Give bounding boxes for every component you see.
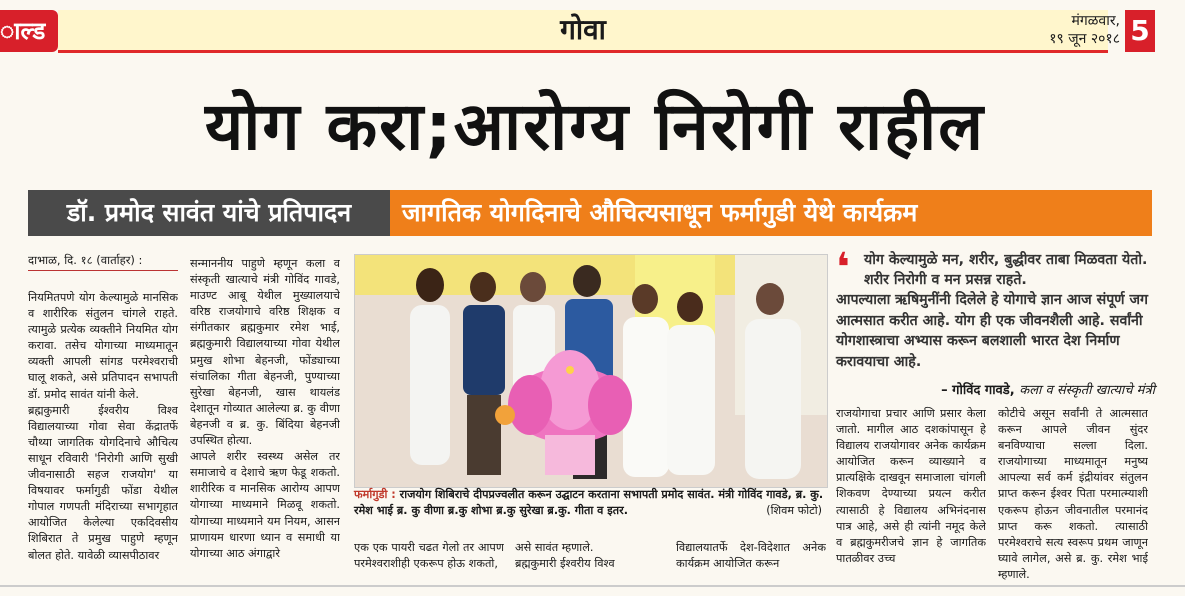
caption-text: राजयोग शिबिराचे दीपप्रज्वलीत करून उद्घाटन करताना सभापती प्रमोद सावंत. मंत्री गोविंद गावडे, ब्र. कु. रमेश भाई ब्र. कु वीणा ब्र.कु शोभा ब्र.कु सुरेखा ब्र.कु. गीता व इतर. bbox=[354, 488, 824, 517]
article-column-3: एक एक पायरी चढत गेलो तर आपण परमेश्वराशीही एकरूप होऊ शकतो, bbox=[354, 541, 504, 571]
article-column-7: कोटीचे असून सर्वांनी ते आत्मसात करून आपले जीवन सुंदर बनविण्याचा सल्ला दिला. राजयोगाच्या माध्यमातून मनुष्य आपल्या सर्व कर्म इंद्रीयांवर संतुलन प्राप्त करून ईश्वर पिता परमात्म्याशी एकरूप होऊन जीवनातील परमानंद प्राप्त करू शकतो. त्यासाठी परमेश्वराचे सत्य स्वरूप प्रथम जाणून घ्यावे लागेल, असे ब्र. कु. रमेश भाई म्हणाले. bbox=[998, 407, 1148, 580]
pull-quote-lead: योग केल्यामुळे मन, शरीर, बुद्धीवर ताबा मिळवता येतो. शरीर निरोगी व मन प्रसन्न राहते. bbox=[864, 252, 1148, 288]
weekday: मंगळवार, bbox=[1071, 13, 1120, 29]
event-photo bbox=[354, 254, 828, 488]
photo-credit: (शिवम फोटो) bbox=[766, 504, 822, 517]
page-bottom-rule bbox=[0, 585, 1185, 587]
caption-city: फर्मागुडी : bbox=[354, 488, 396, 501]
date: १९ जून २०१८ bbox=[1049, 31, 1120, 47]
subheadline-right: जागतिक योगदिनाचे औचित्यसाधून फर्मागुडी येथे कार्यक्रम bbox=[390, 190, 1152, 236]
article-column-4: असे सावंत म्हणाले. ब्रह्मकुमारी ईश्वरीय विश्व bbox=[515, 541, 615, 571]
masthead-logo: ाल्ड bbox=[0, 10, 58, 52]
dateline: दाभाळ, दि. १८ (वार्ताहर) : bbox=[28, 253, 178, 271]
article-column-2: सन्माननीय पाहुणे म्हणून कला व संस्कृती खात्याचे मंत्री गोविंद गावडे, माउण्ट आबू येथील मुख्यालयाचे वरिष्ठ राजयोगाचे वरिष्ठ शिक्षक व संगीतकार ब्रह्मकुमार रमेश भाई, ब्रह्मकुमारी विद्यालयाच्या गोवा येथील प्रमुख शोभा बेहनजी, फोंड्याच्या संचालिका गीता बेहनजी, पुण्याच्या सुरेखा बेहनजी, खास थायलंड देशातून गोव्यात आलेल्या ब्र. कु वीणा बेहनजी व ब्र. कु. बिंदिया बेहनजी उपस्थित होत्या. आपले शरीर स्वस्थ्य असेल तर समाजाचे व देशाचे ऋण फेडू शकतो. शारीरिक व मानसिक आरोग्य आपण योगाच्या माध्यमाने मिळवू शकतो. योगाच्या माध्यमाने यम नियम, आसन प्राणायम धारणा ध्यान व समाधी या योगाच्या आठ अंगाद्वारे bbox=[190, 257, 340, 560]
section-title: गोवा bbox=[58, 10, 1108, 53]
quote-mark-icon: ❛ bbox=[836, 245, 850, 291]
quote-attribution bbox=[870, 380, 1155, 398]
article-column-6: राजयोगाचा प्रचार आणि प्रसार केला जातो. मागील आठ दशकांपासून हे विद्यालय राजयोगावर अनेक कार्यक्रम आयोजित करून व्याख्याने व प्रात्यक्षिके दाखवून समाजाला चांगली शिकवण देण्याच्या प्रयत्न करीत त्यासाठी हे विद्यालय अभिनंदनास पात्र आहे, असे ही त्यांनी नमूद केले व ब्रह्मकुमरीजचे ज्ञान हे जागतिक पातळीवर उच्च bbox=[836, 407, 986, 565]
pull-quote-body: आपल्याला ऋषिमुनींनी दिलेले हे योगाचे ज्ञान आज संपूर्ण जग आत्मसात करीत आहे. योग ही एक जीवनशैली आहे. सर्वांनी योगशास्त्राचा अभ्यास करून बलशाली भारत देश निर्माण करावयाचा आहे. bbox=[836, 292, 1148, 370]
subheadline-left: डॉ. प्रमोद सावंत यांचे प्रतिपादन bbox=[28, 190, 390, 236]
page-number: 5 bbox=[1125, 10, 1155, 52]
headline: योग करा;आरोग्य निरोगी राहील bbox=[204, 88, 986, 165]
photo-caption bbox=[354, 487, 826, 519]
quote-author: – गोविंद गावडे, bbox=[941, 383, 1015, 398]
date-block bbox=[1010, 12, 1120, 48]
article-column-5: विद्यालयातर्फे देश-विदेशात अनेक कार्यक्रम आयोजित करून bbox=[676, 541, 826, 571]
quote-role: कला व संस्कृती खात्याचे मंत्री bbox=[1019, 383, 1155, 398]
article-column-1: नियमितपणे योग केल्यामुळे मानसिक व शारीरिक संतुलन चांगले राहते. त्यामुळे प्रत्येक व्यक्तीने नियमित योग करावा. तसेच योगाच्या माध्यमातून व्यक्ती आपली सांगड परमेश्वराची घालू शकते, असे प्रतिपादन सभापती डॉ. प्रमोद सावंत यांनी केले. ब्रह्मकुमारी ईश्वरीय विश्व विद्यालयाच्या गोवा सेवा केंद्रातर्फे चौथ्या जागतिक योगदिनाचे औचित्य साधून रविवारी 'निरोगी आणि सुखी जीवनासाठी सहज राजयोग' या विषयावर फर्मागुडी फोंडा येथील गोपाल गणपती मंदिराच्या सभागृहात आयोजित केलेल्या एकदिवसीय शिबिरात ते प्रमुख पाहुणे म्हणून बोलत होते. यावेळी व्यासपीठावर bbox=[28, 291, 178, 562]
